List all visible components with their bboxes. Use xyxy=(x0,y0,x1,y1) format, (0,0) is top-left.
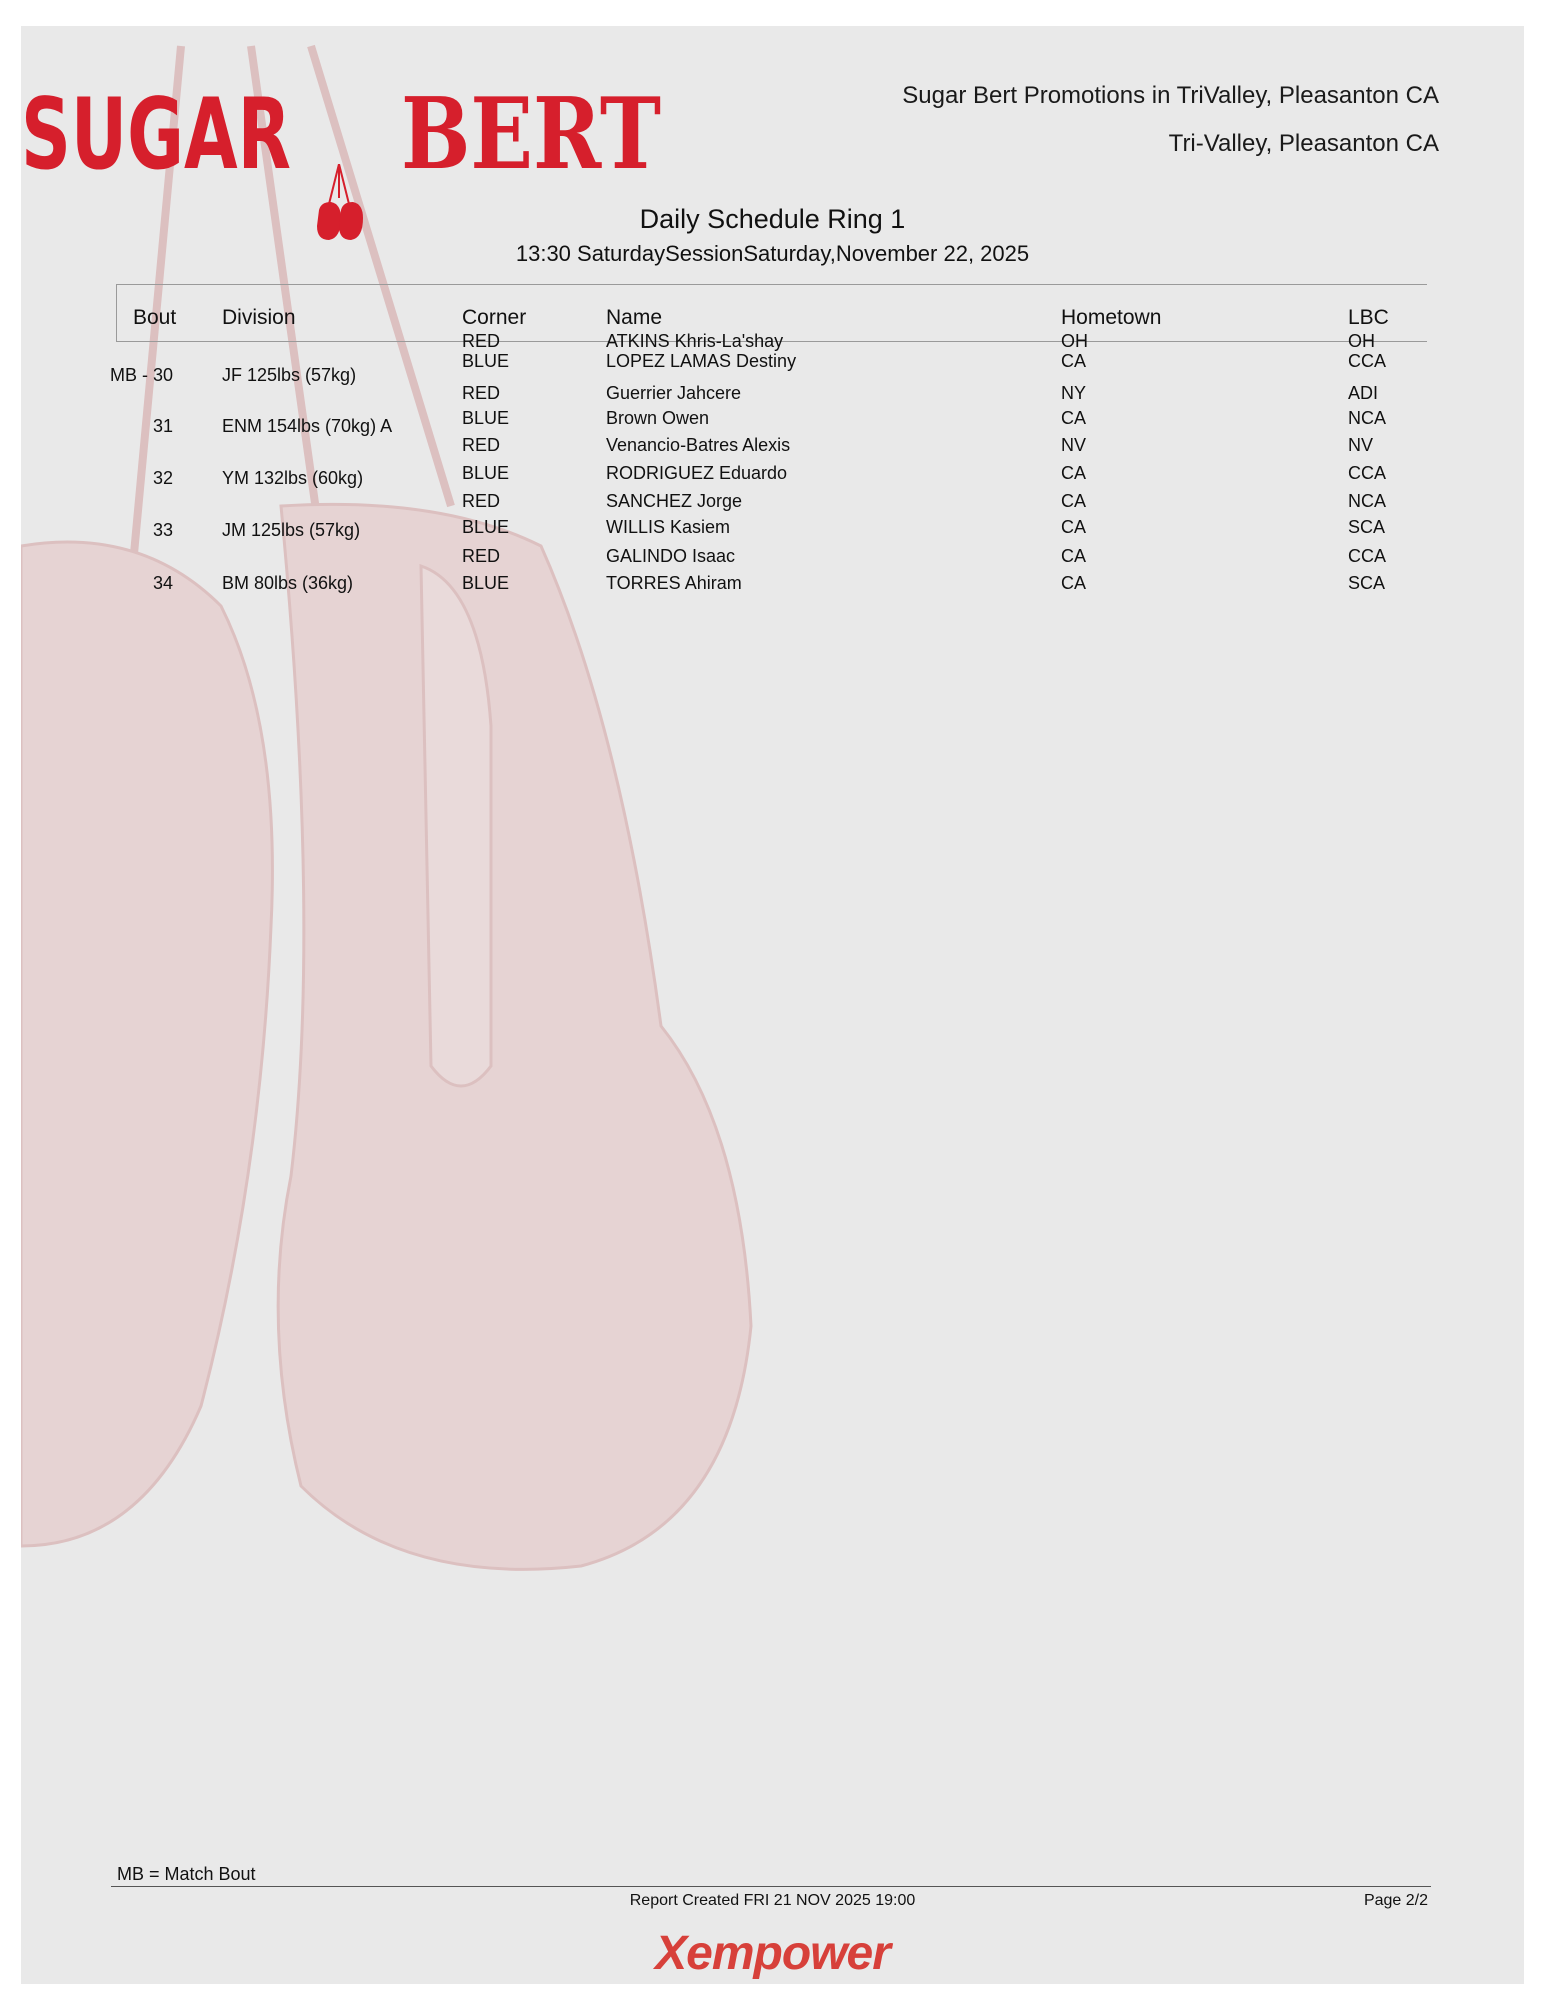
col-hometown: Hometown xyxy=(1061,306,1162,329)
col-name: Name xyxy=(606,306,663,329)
boxer-name: LOPEZ LAMAS Destiny xyxy=(606,351,797,371)
boxer-name: WILLIS Kasiem xyxy=(606,517,731,537)
corner-blue: BLUE xyxy=(462,408,510,428)
boxer-hometown: CA xyxy=(1061,491,1087,511)
xempower-logo: Xempower xyxy=(655,1927,890,1980)
boxer-name: RODRIGUEZ Eduardo xyxy=(606,463,788,483)
corner-blue: BLUE xyxy=(462,463,510,483)
bout-number: 32 xyxy=(152,468,173,488)
boxer-hometown: CA xyxy=(1061,408,1087,428)
bout-number: 31 xyxy=(152,416,173,436)
footer-divider xyxy=(111,1886,1431,1887)
boxer-lbc: CCA xyxy=(1348,546,1387,566)
boxer-name: ATKINS Khris-La'shay xyxy=(606,331,784,351)
boxer-lbc: NCA xyxy=(1348,408,1387,428)
corner-blue: BLUE xyxy=(462,573,510,593)
boxer-lbc: OH xyxy=(1348,331,1375,351)
bout-number: 34 xyxy=(152,573,173,593)
boxer-lbc: NV xyxy=(1348,435,1374,455)
col-corner: Corner xyxy=(462,306,527,329)
bout-division: YM 132lbs (60kg) xyxy=(222,468,364,488)
boxer-lbc: SCA xyxy=(1348,573,1386,593)
boxer-name: TORRES Ahiram xyxy=(606,573,742,593)
report-page xyxy=(21,26,1524,1984)
boxer-lbc: ADI xyxy=(1348,383,1379,403)
boxer-name: SANCHEZ Jorge xyxy=(606,491,743,511)
boxer-hometown: CA xyxy=(1061,517,1087,537)
corner-red: RED xyxy=(462,491,501,511)
col-division: Division xyxy=(222,306,296,329)
promoter-location: Tri-Valley, Pleasanton CA xyxy=(1168,130,1439,157)
promoter-name: Sugar Bert Promotions in TriValley, Pleasanton CA xyxy=(902,82,1439,109)
corner-blue: BLUE xyxy=(462,351,510,371)
boxer-hometown: OH xyxy=(1061,331,1088,351)
session-subtitle: 13:30 SaturdaySessionSaturday,November 22, 2025 xyxy=(515,241,1030,266)
corner-red: RED xyxy=(462,331,501,351)
bout-number: 33 xyxy=(152,520,173,540)
boxer-hometown: NY xyxy=(1061,383,1087,403)
logo-text-sugar: SUGAR xyxy=(21,78,291,192)
boxer-hometown: CA xyxy=(1061,351,1087,371)
boxer-name: Brown Owen xyxy=(606,408,710,428)
boxer-name: Venancio-Batres Alexis xyxy=(606,435,791,455)
bout-division: ENM 154lbs (70kg) A xyxy=(222,416,393,436)
col-lbc: LBC xyxy=(1348,306,1389,329)
page-number: Page 2/2 xyxy=(1363,1892,1428,1909)
corner-red: RED xyxy=(462,546,501,566)
boxer-lbc: CCA xyxy=(1348,463,1387,483)
boxer-hometown: CA xyxy=(1061,573,1087,593)
corner-blue: BLUE xyxy=(462,517,510,537)
boxer-hometown: CA xyxy=(1061,546,1087,566)
boxer-hometown: NV xyxy=(1061,435,1087,455)
corner-red: RED xyxy=(462,383,501,403)
corner-red: RED xyxy=(462,435,501,455)
col-bout: Bout xyxy=(133,306,177,329)
boxer-lbc: SCA xyxy=(1348,517,1386,537)
boxer-name: GALINDO Isaac xyxy=(606,546,736,566)
legend-note: MB = Match Bout xyxy=(117,1864,256,1884)
logo-text-bert: BERT xyxy=(401,77,661,192)
page-title: Daily Schedule Ring 1 xyxy=(639,204,906,234)
bout-division: BM 80lbs (36kg) xyxy=(222,573,354,593)
boxer-name: Guerrier Jahcere xyxy=(606,383,742,403)
report-created: Report Created FRI 21 NOV 2025 19:00 xyxy=(629,1892,916,1909)
boxer-lbc: CCA xyxy=(1348,351,1387,371)
boxer-hometown: CA xyxy=(1061,463,1087,483)
bout-division: JM 125lbs (57kg) xyxy=(222,520,361,540)
bout-division: JF 125lbs (57kg) xyxy=(222,365,357,385)
bout-number: MB - 30 xyxy=(109,365,173,385)
boxer-lbc: NCA xyxy=(1348,491,1387,511)
